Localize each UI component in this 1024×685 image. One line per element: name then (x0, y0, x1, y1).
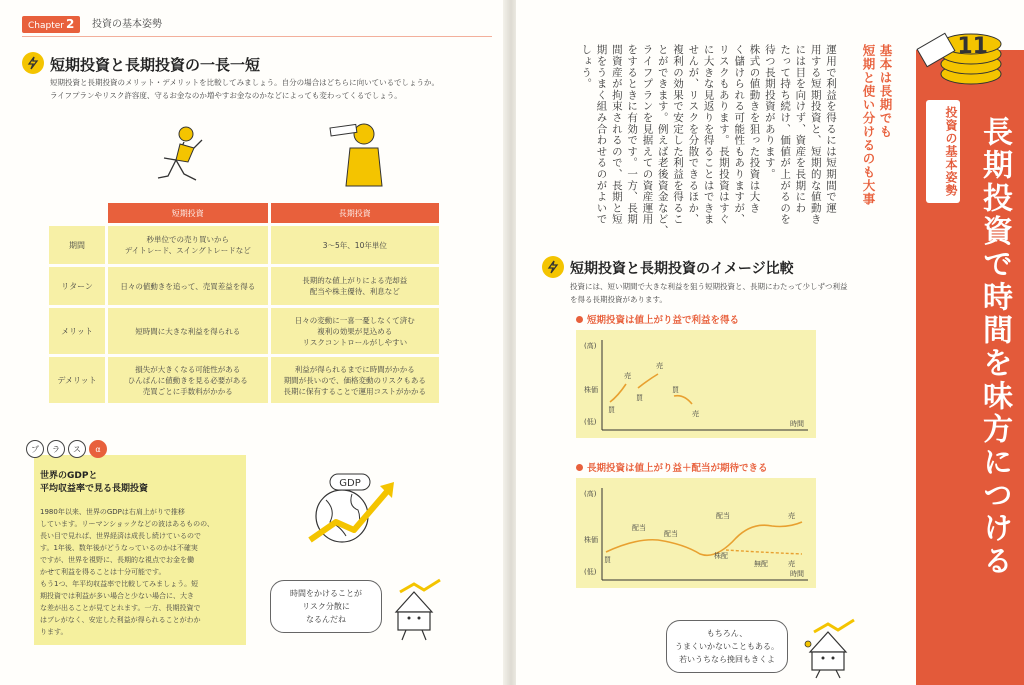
cell-long (271, 226, 439, 264)
chart1-segment-2 (638, 374, 658, 388)
chart2-x-label: 時間 (790, 570, 804, 578)
intro-line: ライフプランやリスク許容度、守るお金なのか増やすお金なのかなどによっても変わってくるでしょう。 (50, 91, 402, 100)
bubble-line: うまくいかないこともある。 (675, 642, 779, 651)
table-row (49, 357, 439, 403)
cell-line: 長期に保有することで運用コストがかかる (283, 386, 427, 396)
row-label: 期間 (49, 226, 105, 264)
table-corner (49, 203, 105, 223)
chapter-tag: 投資の基本姿勢 (926, 100, 960, 203)
body-column: とができます。例えば老後資金など、 (656, 44, 669, 237)
plus-body-line: ですが、世界を視野に、長期的な視点でお金を働 (40, 556, 194, 564)
telescope-illustration (320, 118, 390, 190)
cell-line: 日々の変動に一喜一憂しなくて済む (294, 315, 415, 325)
body-column: 運用で利益を得るには短期間で運 (825, 44, 837, 214)
body-column: リスクもあります。長期投資はすぐ (717, 44, 730, 225)
intro-text (50, 76, 490, 102)
intro-line: を得る長期投資があります。 (570, 295, 667, 304)
chart1-buy-1: 買 (608, 406, 615, 414)
cell-line: 3〜5年、10年単位 (322, 240, 387, 250)
bubble-line: 若いうちなら挽回もきくよ (679, 655, 775, 664)
intro-line: 投資には、短い期間で大きな利益を狙う短期投資と、長期にわたって少しずつ利益 (570, 282, 848, 291)
chart1-y-low: (低) (584, 418, 597, 426)
cell-long (271, 267, 439, 305)
section-title-right: 短期投資と長期投資のイメージ比較 (570, 261, 794, 277)
plus-body-line: かせて利益を得ることは十分可能です。 (40, 568, 166, 576)
badge-char: プ (26, 440, 44, 458)
chart2-div-3: 配当 (716, 512, 730, 520)
chapter-label: Chapter (28, 21, 64, 31)
left-page (0, 0, 506, 685)
subtitle-line: 短期と使い分けるのも大事 (861, 44, 876, 206)
chart1-heading (576, 312, 739, 326)
lightning-icon (22, 52, 44, 74)
cell-line: 売買ごとに手数料がかかる (142, 386, 233, 396)
plus-body-line: もう1つ、年平均収益率で比較してみましょう。短 (40, 580, 199, 588)
plus-title-line: 世界のGDPと (40, 471, 98, 481)
chart1-buy-3: 買 (672, 386, 679, 394)
cell-line: 配当や株主優待、利息など (309, 287, 400, 296)
cell-line: 利益が得られるまでに時間がかかる (294, 364, 415, 374)
cell-line: 期間が長いので、価格変動のリスクもある (283, 375, 426, 385)
gdp-label: GDP (339, 478, 361, 489)
chart1-segment-1 (610, 384, 626, 402)
chart1-buy-2: 買 (636, 394, 643, 402)
badge-char: ス (68, 440, 86, 458)
cell-long (271, 357, 439, 403)
chart2-heading-text: 長期投資は値上がり益＋配当が期待できる (587, 463, 768, 474)
header-rule (22, 36, 492, 37)
speech-bubble-left (270, 580, 382, 633)
bullet-dot (576, 316, 583, 323)
cell-short (108, 226, 268, 264)
badge-char: ラ (47, 440, 65, 458)
plus-title (40, 470, 148, 496)
main-title: 長期投資で時間を味方につける (977, 116, 1012, 578)
chart1-y-label: 株価 (584, 386, 598, 394)
table-header-row (49, 203, 439, 223)
chart1-sell-1: 売 (624, 372, 631, 380)
cell-short (108, 357, 268, 403)
cell-line: 秒単位での売り買いから (146, 235, 230, 244)
sprinter-illustration (150, 120, 220, 190)
table-row (49, 267, 439, 305)
badge-alpha: α (89, 440, 107, 458)
plus-alpha-badges (26, 440, 107, 458)
chart2-buy: 買 (604, 556, 611, 564)
chart1-short-term (576, 330, 816, 438)
mascot-character-left (390, 578, 450, 642)
speech-bubble-right (666, 620, 788, 673)
table-header-long: 長期投資 (271, 203, 439, 223)
chart2-div-4: 株配 (714, 552, 728, 560)
row-label: リターン (49, 267, 105, 305)
cell-long (271, 308, 439, 354)
cell-line: デイトレード、スイングトレードなど (124, 246, 251, 255)
intro-line: 短期投資と長期投資のメリット・デメリットを比較してみましょう。自分の場合はどちらに向いているでしょうか。 (50, 78, 440, 87)
body-column: く儲けられる可能性もありますが、 (733, 44, 746, 225)
body-column: 用する短期投資と、短期的な値動き (809, 44, 822, 225)
table-row (49, 308, 439, 354)
row-label: メリット (49, 308, 105, 354)
chart1-heading-text: 短期投資は値上がり益で利益を得る (587, 315, 740, 326)
vertical-subtitle (860, 44, 894, 206)
bullet-dot (576, 464, 583, 471)
body-column: には目を向けず、資産を長期にわ (794, 44, 807, 214)
plus-body-line: 1980年以来、世界のGDPは右肩上がりで推移 (40, 508, 185, 516)
body-column: 株式の値動きを狙った投資は大き (748, 44, 761, 214)
comparison-table (46, 200, 442, 406)
bubble-line: なるんだね (306, 615, 346, 624)
plus-body-line: す。1年後、数年後がどうなっているのかは不確実 (40, 544, 198, 552)
chart1-sell-3: 売 (692, 410, 699, 418)
row-label: デメリット (49, 357, 105, 403)
chapter-number: 2 (65, 17, 75, 31)
body-column: しょう。 (580, 44, 593, 90)
chart2-heading (576, 460, 768, 474)
body-column: たって持ち続け、価値が上がるのを (779, 44, 792, 225)
chart2-y-label: 株価 (584, 536, 598, 544)
chart2-sell: 売 (788, 512, 795, 520)
body-column: に大きな見返りを得ることはできま (702, 44, 715, 225)
section-title: 短期投資と長期投資の一長一短 (50, 56, 261, 74)
lesson-number: 11 (957, 34, 988, 59)
table-row (49, 226, 439, 264)
chart1-y-high: (高) (584, 342, 597, 350)
intro-text-right (570, 280, 910, 306)
cell-line: ひんぱんに値動きを見る必要がある (127, 375, 248, 385)
body-column: ライフプランを見据えての資産運用 (641, 44, 654, 225)
plus-body-line: しています。リーマンショックなどの波はあるものの、 (40, 520, 214, 528)
chart2-y-high: (高) (584, 490, 597, 498)
body-column: 待つ長期投資があります。 (763, 44, 776, 180)
chart2-sell-2: 売 (788, 560, 795, 568)
plus-body-line: な差が出ることが見てとれます。一方、長期投資で (40, 604, 201, 612)
cell-line: 損失が大きくなる可能性がある (135, 364, 241, 374)
lightning-icon (542, 256, 564, 278)
cell-line: リスクコントロールがしやすい (302, 337, 408, 347)
chart2-y-low: (低) (584, 568, 597, 576)
chart2-div-1: 配当 (632, 524, 646, 532)
right-page (516, 0, 1024, 685)
chart2-dividend-line (726, 550, 802, 554)
plus-body-line: ります。 (40, 628, 68, 636)
chart2-div-5: 無配 (754, 560, 768, 568)
chapter-badge (22, 16, 80, 33)
bubble-line: リスク分散に (302, 602, 350, 611)
chart2-div-2: 配当 (664, 530, 678, 538)
plus-title-line: 平均収益率で見る長期投資 (40, 484, 149, 494)
chart1-x-label: 時間 (790, 420, 804, 428)
body-column: 複利の効果で安定した利益を得るこ (672, 44, 685, 225)
subtitle-line: 基本は長期でも (878, 44, 893, 139)
table-header-short: 短期投資 (108, 203, 268, 223)
plus-body-line: 長い目で見れば、世界経済は成長し続けているので (40, 532, 201, 540)
body-column: せんが、リスクを分散できるほか、 (687, 44, 700, 225)
gdp-globe-illustration (296, 470, 406, 550)
body-column: 間資産が拘束されるので、長期と短 (610, 44, 623, 225)
cell-line: 短時間に大きな利益を得られる (135, 326, 241, 336)
bubble-line: もちろん、 (706, 629, 748, 638)
cell-short (108, 308, 268, 354)
body-column: をするときに有効です。一方、長期 (626, 44, 639, 225)
chapter-title: 投資の基本姿勢 (92, 19, 162, 30)
cell-line: 日々の値動きを追って、売買差益を得る (120, 281, 256, 291)
plus-body-line: 期投資では利益が多い場合と少ない場合に、大き (40, 592, 194, 600)
cell-line: 複利の効果が見込める (317, 326, 393, 336)
cell-line: 長期的な値上がりによる売却益 (302, 276, 408, 285)
plus-body-line: はブレがなく、安定した利益が得られることがわか (40, 616, 201, 624)
mascot-character-right (804, 618, 864, 680)
chart2-long-term (576, 478, 816, 588)
chart1-segment-3 (674, 396, 692, 404)
plus-body (40, 506, 244, 638)
cell-short (108, 267, 268, 305)
body-column: 期をうまく組み合わせるのがよいで (595, 44, 608, 225)
bubble-line: 時間をかけることが (290, 589, 362, 598)
chart1-sell-2: 売 (656, 362, 663, 370)
